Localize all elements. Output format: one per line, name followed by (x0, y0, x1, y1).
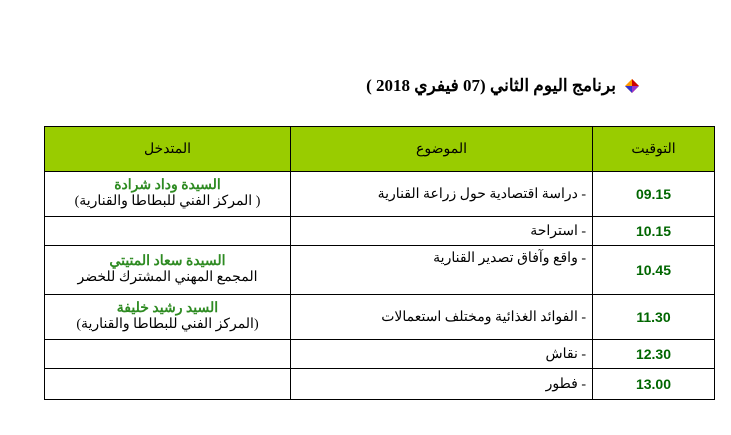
speaker-name: السيدة وداد شرادة (114, 178, 221, 193)
speaker-cell (45, 295, 291, 340)
table-header-row (45, 127, 715, 172)
speaker-name: السيدة سعاد المتيتي (109, 254, 226, 269)
speaker-cell (45, 172, 291, 217)
speaker-cell (45, 340, 291, 369)
page-title: برنامج اليوم الثاني (07 فيفري 2018 ) (366, 76, 616, 95)
time-cell: 11.30 (593, 295, 715, 340)
speaker-name: السيد رشيد خليفة (116, 301, 219, 316)
program-heading (330, 72, 640, 100)
speaker-cell (45, 246, 291, 295)
table-row (45, 369, 715, 400)
time-cell: 12.30 (593, 340, 715, 369)
column-header-speaker: المتدخل (45, 127, 291, 172)
schedule-table (44, 126, 715, 400)
table-row (45, 217, 715, 246)
topic-cell: - استراحة (291, 217, 593, 246)
time-cell: 13.00 (593, 369, 715, 400)
topic-cell: - واقع وآفاق تصدير القنارية (291, 246, 593, 295)
topic-cell: - فطور (291, 369, 593, 400)
time-cell: 10.15 (593, 217, 715, 246)
column-header-topic: الموضوع (291, 127, 593, 172)
time-cell: 09.15 (593, 172, 715, 217)
table-row (45, 295, 715, 340)
speaker-organization: ( المركز الفني للبطاطا والقنارية) (74, 194, 261, 209)
time-cell: 10.45 (593, 246, 715, 295)
speaker-cell (45, 369, 291, 400)
topic-cell: - نقاش (291, 340, 593, 369)
table-row (45, 340, 715, 369)
speaker-organization: المجمع المهني المشترك للخضر (77, 270, 258, 285)
column-header-time: التوقيت (593, 127, 715, 172)
diamond-bullet-icon (624, 78, 640, 94)
table-row (45, 246, 715, 295)
topic-cell: - دراسة اقتصادية حول زراعة القنارية (291, 172, 593, 217)
speaker-organization: (المركز الفني للبطاطا والقنارية) (76, 317, 259, 332)
table-row (45, 172, 715, 217)
speaker-cell (45, 217, 291, 246)
topic-cell: - الفوائد الغذائية ومختلف استعمالات (291, 295, 593, 340)
